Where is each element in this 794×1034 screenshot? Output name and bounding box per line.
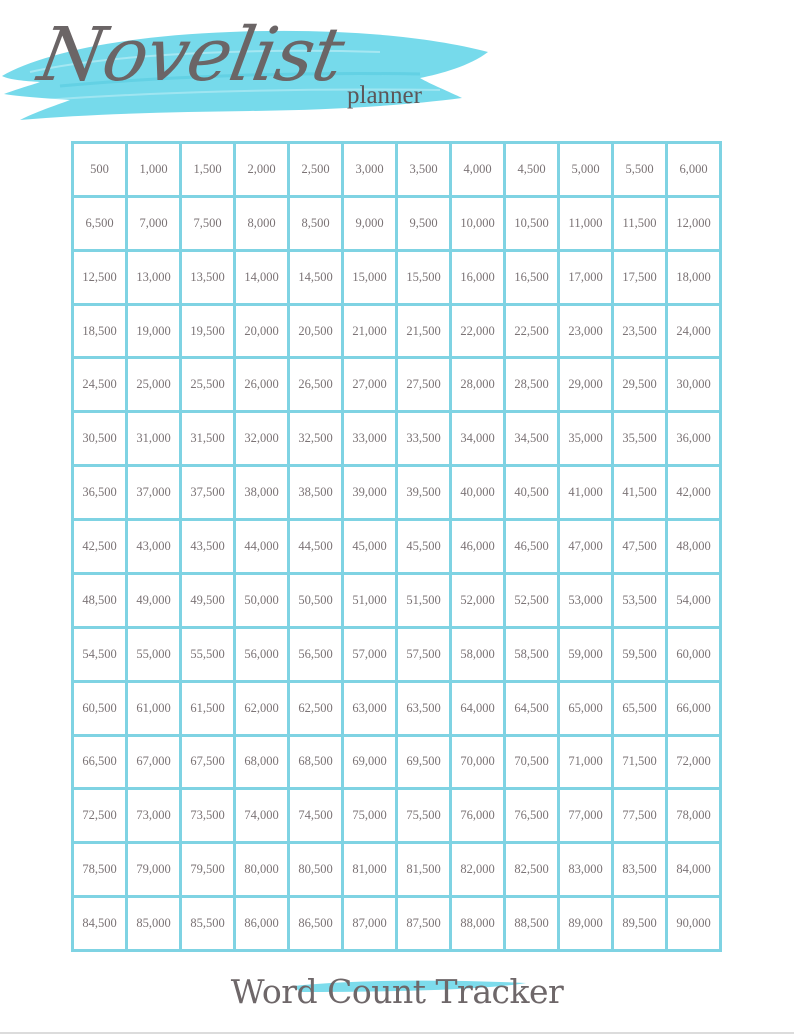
word-count-cell[interactable]: 70,500 — [506, 737, 557, 788]
word-count-cell[interactable]: 82,500 — [506, 844, 557, 895]
word-count-cell[interactable]: 75,000 — [344, 790, 395, 841]
word-count-cell[interactable]: 23,500 — [614, 306, 665, 357]
word-count-cell[interactable]: 2,500 — [290, 144, 341, 195]
word-count-cell[interactable]: 64,000 — [452, 683, 503, 734]
word-count-cell[interactable]: 6,500 — [74, 198, 125, 249]
word-count-cell[interactable]: 30,500 — [74, 413, 125, 464]
word-count-cell[interactable]: 62,000 — [236, 683, 287, 734]
word-count-cell[interactable]: 25,500 — [182, 359, 233, 410]
word-count-cell[interactable]: 37,000 — [128, 467, 179, 518]
word-count-cell[interactable]: 21,000 — [344, 306, 395, 357]
word-count-cell[interactable]: 85,000 — [128, 898, 179, 949]
word-count-cell[interactable]: 1,000 — [128, 144, 179, 195]
word-count-cell[interactable]: 25,000 — [128, 359, 179, 410]
footer-title: Word Count Tracker — [230, 972, 564, 1011]
word-count-cell[interactable]: 65,500 — [614, 683, 665, 734]
word-count-cell[interactable]: 14,000 — [236, 252, 287, 303]
word-count-cell[interactable]: 26,500 — [290, 359, 341, 410]
word-count-cell[interactable]: 57,500 — [398, 629, 449, 680]
word-count-cell[interactable]: 9,500 — [398, 198, 449, 249]
word-count-cell[interactable]: 29,000 — [560, 359, 611, 410]
word-count-cell[interactable]: 63,500 — [398, 683, 449, 734]
word-count-cell[interactable]: 48,000 — [668, 521, 719, 572]
word-count-cell[interactable]: 83,500 — [614, 844, 665, 895]
word-count-cell[interactable]: 42,500 — [74, 521, 125, 572]
word-count-cell[interactable]: 38,500 — [290, 467, 341, 518]
word-count-cell[interactable]: 49,000 — [128, 575, 179, 626]
word-count-cell[interactable]: 74,500 — [290, 790, 341, 841]
word-count-cell[interactable]: 53,000 — [560, 575, 611, 626]
word-count-cell[interactable]: 44,500 — [290, 521, 341, 572]
word-count-cell[interactable]: 66,500 — [74, 737, 125, 788]
word-count-cell[interactable]: 69,500 — [398, 737, 449, 788]
word-count-cell[interactable]: 34,000 — [452, 413, 503, 464]
word-count-cell[interactable]: 5,000 — [560, 144, 611, 195]
word-count-cell[interactable]: 64,500 — [506, 683, 557, 734]
word-count-cell[interactable]: 47,500 — [614, 521, 665, 572]
word-count-cell[interactable]: 36,000 — [668, 413, 719, 464]
word-count-cell[interactable]: 12,500 — [74, 252, 125, 303]
word-count-cell[interactable]: 7,000 — [128, 198, 179, 249]
word-count-cell[interactable]: 26,000 — [236, 359, 287, 410]
word-count-cell[interactable]: 11,000 — [560, 198, 611, 249]
word-count-cell[interactable]: 87,000 — [344, 898, 395, 949]
word-count-cell[interactable]: 80,500 — [290, 844, 341, 895]
word-count-cell[interactable]: 74,000 — [236, 790, 287, 841]
word-count-cell[interactable]: 78,500 — [74, 844, 125, 895]
word-count-cell[interactable]: 73,500 — [182, 790, 233, 841]
word-count-cell[interactable]: 87,500 — [398, 898, 449, 949]
word-count-cell[interactable]: 73,000 — [128, 790, 179, 841]
word-count-cell[interactable]: 3,000 — [344, 144, 395, 195]
word-count-cell[interactable]: 79,000 — [128, 844, 179, 895]
word-count-cell[interactable]: 72,000 — [668, 737, 719, 788]
word-count-cell[interactable]: 36,500 — [74, 467, 125, 518]
word-count-cell[interactable]: 41,000 — [560, 467, 611, 518]
word-count-cell[interactable]: 85,500 — [182, 898, 233, 949]
word-count-cell[interactable]: 17,000 — [560, 252, 611, 303]
word-count-cell[interactable]: 14,500 — [290, 252, 341, 303]
word-count-cell[interactable]: 40,000 — [452, 467, 503, 518]
word-count-cell[interactable]: 50,000 — [236, 575, 287, 626]
word-count-cell[interactable]: 90,000 — [668, 898, 719, 949]
word-count-cell[interactable]: 9,000 — [344, 198, 395, 249]
word-count-cell[interactable]: 79,500 — [182, 844, 233, 895]
word-count-cell[interactable]: 84,000 — [668, 844, 719, 895]
word-count-cell[interactable]: 60,500 — [74, 683, 125, 734]
word-count-cell[interactable]: 35,000 — [560, 413, 611, 464]
word-count-cell[interactable]: 31,000 — [128, 413, 179, 464]
word-count-cell[interactable]: 27,500 — [398, 359, 449, 410]
word-count-cell[interactable]: 8,500 — [290, 198, 341, 249]
word-count-cell[interactable]: 12,000 — [668, 198, 719, 249]
logo-title: Novelist — [32, 12, 350, 98]
word-count-cell[interactable]: 46,500 — [506, 521, 557, 572]
word-count-cell[interactable]: 15,500 — [398, 252, 449, 303]
word-count-cell[interactable]: 71,500 — [614, 737, 665, 788]
word-count-cell[interactable]: 16,000 — [452, 252, 503, 303]
word-count-cell[interactable]: 11,500 — [614, 198, 665, 249]
word-count-cell[interactable]: 59,500 — [614, 629, 665, 680]
word-count-cell[interactable]: 3,500 — [398, 144, 449, 195]
word-count-cell[interactable]: 51,500 — [398, 575, 449, 626]
word-count-cell[interactable]: 57,000 — [344, 629, 395, 680]
word-count-cell[interactable]: 65,000 — [560, 683, 611, 734]
word-count-cell[interactable]: 43,000 — [128, 521, 179, 572]
word-count-cell[interactable]: 39,000 — [344, 467, 395, 518]
word-count-cell[interactable]: 22,000 — [452, 306, 503, 357]
word-count-cell[interactable]: 54,500 — [74, 629, 125, 680]
word-count-cell[interactable]: 68,500 — [290, 737, 341, 788]
word-count-cell[interactable]: 67,500 — [182, 737, 233, 788]
word-count-cell[interactable]: 51,000 — [344, 575, 395, 626]
word-count-cell[interactable]: 10,500 — [506, 198, 557, 249]
word-count-cell[interactable]: 24,000 — [668, 306, 719, 357]
word-count-cell[interactable]: 70,000 — [452, 737, 503, 788]
word-count-cell[interactable]: 76,000 — [452, 790, 503, 841]
word-count-cell[interactable]: 500 — [74, 144, 125, 195]
word-count-cell[interactable]: 29,500 — [614, 359, 665, 410]
word-count-cell[interactable]: 30,000 — [668, 359, 719, 410]
word-count-cell[interactable]: 13,500 — [182, 252, 233, 303]
word-count-cell[interactable]: 32,000 — [236, 413, 287, 464]
word-count-cell[interactable]: 61,000 — [128, 683, 179, 734]
word-count-cell[interactable]: 34,500 — [506, 413, 557, 464]
word-count-cell[interactable]: 32,500 — [290, 413, 341, 464]
word-count-cell[interactable]: 81,500 — [398, 844, 449, 895]
word-count-cell[interactable]: 46,000 — [452, 521, 503, 572]
word-count-cell[interactable]: 58,000 — [452, 629, 503, 680]
word-count-cell[interactable]: 33,500 — [398, 413, 449, 464]
word-count-cell[interactable]: 27,000 — [344, 359, 395, 410]
word-count-cell[interactable]: 23,000 — [560, 306, 611, 357]
word-count-cell[interactable]: 1,500 — [182, 144, 233, 195]
word-count-cell[interactable]: 33,000 — [344, 413, 395, 464]
word-count-cell[interactable]: 55,500 — [182, 629, 233, 680]
word-count-cell[interactable]: 61,500 — [182, 683, 233, 734]
word-count-cell[interactable]: 28,000 — [452, 359, 503, 410]
word-count-cell[interactable]: 49,500 — [182, 575, 233, 626]
word-count-cell[interactable]: 66,000 — [668, 683, 719, 734]
word-count-cell[interactable]: 45,000 — [344, 521, 395, 572]
word-count-cell[interactable]: 18,000 — [668, 252, 719, 303]
word-count-cell[interactable]: 10,000 — [452, 198, 503, 249]
word-count-cell[interactable]: 77,500 — [614, 790, 665, 841]
word-count-cell[interactable]: 59,000 — [560, 629, 611, 680]
word-count-cell[interactable]: 88,500 — [506, 898, 557, 949]
word-count-cell[interactable]: 86,500 — [290, 898, 341, 949]
word-count-cell[interactable]: 41,500 — [614, 467, 665, 518]
word-count-cell[interactable]: 82,000 — [452, 844, 503, 895]
word-count-grid — [71, 141, 722, 952]
word-count-cell[interactable]: 18,500 — [74, 306, 125, 357]
word-count-cell[interactable]: 24,500 — [74, 359, 125, 410]
word-count-cell[interactable]: 75,500 — [398, 790, 449, 841]
word-count-cell[interactable]: 35,500 — [614, 413, 665, 464]
word-count-cell[interactable]: 88,000 — [452, 898, 503, 949]
logo-subtitle: planner — [347, 82, 422, 109]
word-count-cell[interactable]: 71,000 — [560, 737, 611, 788]
word-count-cell[interactable]: 50,500 — [290, 575, 341, 626]
word-count-cell[interactable]: 54,000 — [668, 575, 719, 626]
word-count-cell[interactable]: 86,000 — [236, 898, 287, 949]
word-count-cell[interactable]: 56,000 — [236, 629, 287, 680]
word-count-cell[interactable]: 42,000 — [668, 467, 719, 518]
word-count-cell[interactable]: 48,500 — [74, 575, 125, 626]
word-count-cell[interactable]: 68,000 — [236, 737, 287, 788]
word-count-cell[interactable]: 62,500 — [290, 683, 341, 734]
word-count-cell[interactable]: 20,000 — [236, 306, 287, 357]
word-count-cell[interactable]: 22,500 — [506, 306, 557, 357]
word-count-cell[interactable]: 19,500 — [182, 306, 233, 357]
word-count-cell[interactable]: 15,000 — [344, 252, 395, 303]
word-count-cell[interactable]: 89,500 — [614, 898, 665, 949]
word-count-cell[interactable]: 72,500 — [74, 790, 125, 841]
word-count-cell[interactable]: 63,000 — [344, 683, 395, 734]
word-count-cell[interactable]: 80,000 — [236, 844, 287, 895]
word-count-cell[interactable]: 78,000 — [668, 790, 719, 841]
word-count-cell[interactable]: 28,500 — [506, 359, 557, 410]
word-count-cell[interactable]: 40,500 — [506, 467, 557, 518]
word-count-cell[interactable]: 69,000 — [344, 737, 395, 788]
word-count-cell[interactable]: 17,500 — [614, 252, 665, 303]
word-count-cell[interactable]: 47,000 — [560, 521, 611, 572]
word-count-cell[interactable]: 37,500 — [182, 467, 233, 518]
word-count-cell[interactable]: 8,000 — [236, 198, 287, 249]
word-count-cell[interactable]: 5,500 — [614, 144, 665, 195]
word-count-cell[interactable]: 81,000 — [344, 844, 395, 895]
word-count-cell[interactable]: 56,500 — [290, 629, 341, 680]
word-count-cell[interactable]: 55,000 — [128, 629, 179, 680]
word-count-cell[interactable]: 83,000 — [560, 844, 611, 895]
word-count-cell[interactable]: 16,500 — [506, 252, 557, 303]
word-count-cell[interactable]: 52,000 — [452, 575, 503, 626]
word-count-cell[interactable]: 77,000 — [560, 790, 611, 841]
word-count-cell[interactable]: 89,000 — [560, 898, 611, 949]
word-count-cell[interactable]: 13,000 — [128, 252, 179, 303]
word-count-cell[interactable]: 31,500 — [182, 413, 233, 464]
word-count-cell[interactable]: 6,000 — [668, 144, 719, 195]
word-count-cell[interactable]: 44,000 — [236, 521, 287, 572]
word-count-cell[interactable]: 45,500 — [398, 521, 449, 572]
word-count-cell[interactable]: 2,000 — [236, 144, 287, 195]
word-count-cell[interactable]: 43,500 — [182, 521, 233, 572]
word-count-cell[interactable]: 4,500 — [506, 144, 557, 195]
word-count-cell[interactable]: 21,500 — [398, 306, 449, 357]
word-count-cell[interactable]: 38,000 — [236, 467, 287, 518]
word-count-cell[interactable]: 84,500 — [74, 898, 125, 949]
word-count-cell[interactable]: 4,000 — [452, 144, 503, 195]
word-count-cell[interactable]: 53,500 — [614, 575, 665, 626]
word-count-cell[interactable]: 58,500 — [506, 629, 557, 680]
word-count-cell[interactable]: 76,500 — [506, 790, 557, 841]
word-count-cell[interactable]: 52,500 — [506, 575, 557, 626]
word-count-cell[interactable]: 39,500 — [398, 467, 449, 518]
word-count-cell[interactable]: 7,500 — [182, 198, 233, 249]
word-count-cell[interactable]: 20,500 — [290, 306, 341, 357]
word-count-cell[interactable]: 67,000 — [128, 737, 179, 788]
word-count-cell[interactable]: 19,000 — [128, 306, 179, 357]
word-count-cell[interactable]: 60,000 — [668, 629, 719, 680]
